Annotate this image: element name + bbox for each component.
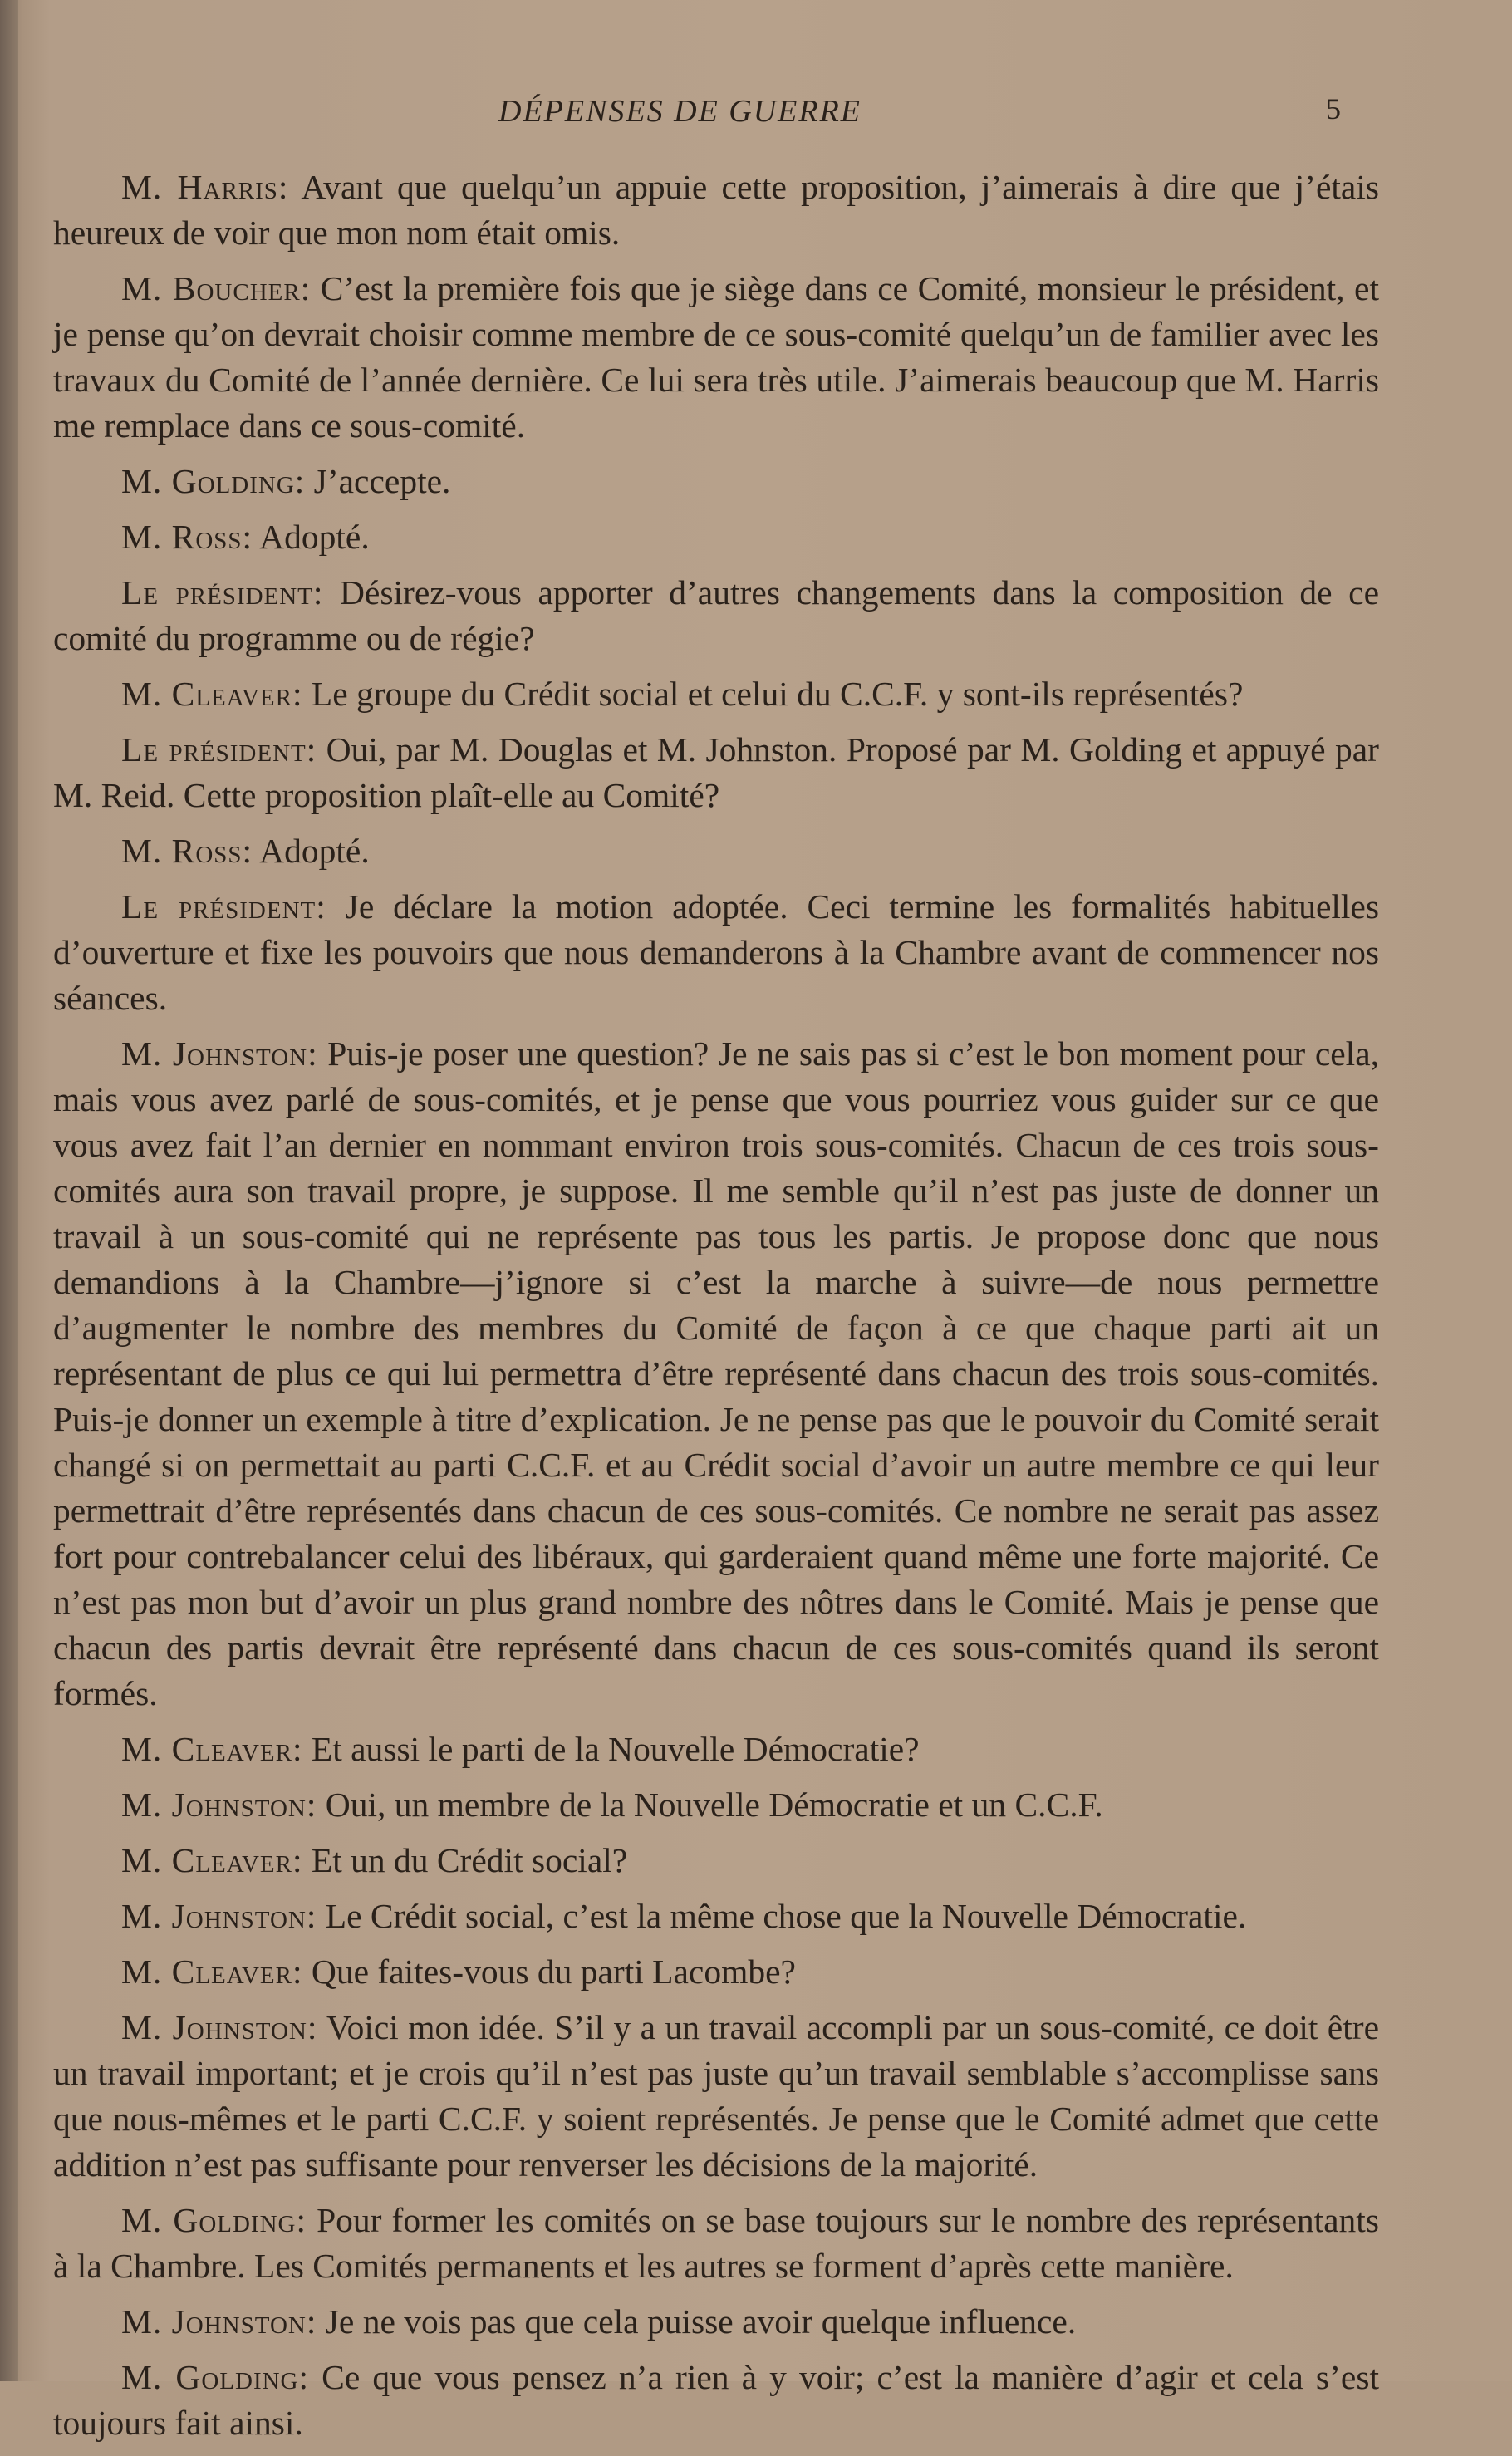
paragraph [53, 2005, 1379, 2188]
speaker-name: M. Golding: [121, 2358, 310, 2396]
paragraph [53, 1727, 1379, 1772]
speaker-name: M. Cleaver: [121, 675, 303, 713]
paragraph [53, 165, 1379, 256]
speaker-name: M. Boucher: [121, 269, 312, 307]
paragraph-text: Et aussi le parti de la Nouvelle Démocratie? [302, 1730, 920, 1768]
paragraph-text: Oui, par M. Douglas et M. Johnston. Proposé par M. Golding et appuyé par M. Reid. Cette proposition plaît-elle au Comité? [53, 730, 1379, 814]
speaker-name: M. Cleaver: [121, 1730, 303, 1768]
book-gutter [0, 0, 18, 2381]
paragraph [53, 727, 1379, 818]
speaker-name: M. Ross: [121, 832, 253, 870]
paragraph-text: Adopté. [253, 518, 370, 556]
speaker-name: Le président: [121, 573, 324, 612]
paragraph [53, 884, 1379, 1021]
speaker-name: M. Harris: [121, 168, 289, 206]
paragraph [53, 1838, 1379, 1884]
paragraph-text: Et un du Crédit social? [302, 1841, 628, 1879]
paragraph-text: Désirez-vous apporter d’autres changements dans la composition de ce comité du programme ou de régie? [53, 573, 1379, 657]
speaker-name: M. Johnston: [121, 1034, 318, 1073]
speaker-name: Le président: [121, 730, 317, 769]
paragraph-text: J’accepte. [305, 462, 451, 500]
paragraph-text: Oui, un membre de la Nouvelle Démocratie et un C.C.F. [317, 1786, 1103, 1824]
speaker-name: M. Johnston: [121, 2008, 318, 2046]
paragraph [53, 1894, 1379, 1939]
paragraph [53, 2299, 1379, 2345]
paragraph [53, 828, 1379, 874]
paragraph-text: Le Crédit social, c’est la même chose que la Nouvelle Démocratie. [317, 1897, 1247, 1935]
paragraph [53, 514, 1379, 560]
paragraph [53, 459, 1379, 504]
document-body [53, 165, 1379, 2456]
speaker-name: M. Johnston: [121, 1897, 317, 1935]
paragraph-text: Puis-je poser une question? Je ne sais pas si c’est le bon moment pour cela, mais vous avez parlé de sous-comités, et je pense que vous pourriez vous guider sur ce que vous avez fait l’an dernier en nommant environ trois sous-comités. Chacun de ces trois sous-comités aura son travail propre, je suppose. Il me semble qu’il n’est pas juste de donner un travail à un sous-comité qui ne représente pas tous les partis. Je propose donc que nous demandions à la Chambre—j’ignore si c’est la marche à suivre—de nous permettre d’augmenter le nombre des membres du Comité de façon à ce que chaque parti ait un représentant de plus ce qui lui permettra d’être représenté dans chacun des trois sous-comités. Puis-je donner un exemple à titre d’explication. Je ne pense pas que le pouvoir du Comité serait changé si on permettait au parti C.C.F. et au Crédit social d’avoir un autre membre ce qui leur permettrait d’être représentés dans chacun de ces sous-comités. Ce nombre ne serait pas assez fort pour contrebalancer celui des libéraux, qui garderaient quand même une forte majorité. Ce n’est pas mon but d’avoir un plus grand nombre des nôtres dans le Comité. Mais je pense que chacun des partis devrait être représenté dans chacun de ces sous-comités quand ils seront formés. [53, 1034, 1379, 1712]
paragraph-text: Le groupe du Crédit social et celui du C.C.F. y sont-ils représentés? [302, 675, 1244, 713]
paragraph-text: C’est la première fois que je siège dans ce Comité, monsieur le président, et je pense qu’on devrait choisir comme membre de ce sous-comité quelqu’un de familier avec les travaux du Comité de l’année dernière. Ce lui sera très utile. J’aimerais beaucoup que M. Harris me remplace dans ce sous-comité. [53, 269, 1379, 445]
paragraph [53, 671, 1379, 717]
paragraph [53, 2198, 1379, 2289]
speaker-name: M. Golding: [121, 2201, 307, 2239]
paragraph [53, 2355, 1379, 2446]
paragraph-text: Pour former les comités on se base toujours sur le nombre des représentants à la Chambre. Les Comités permanents et les autres se forment d’après cette manière. [53, 2201, 1379, 2285]
paragraph-text: Je déclare la motion adoptée. Ceci termine les formalités habituelles d’ouverture et fixe les pouvoirs que nous demanderons à la Chambre avant de commencer nos séances. [53, 887, 1379, 1017]
paragraph-text: Je ne vois pas que cela puisse avoir quelque influence. [317, 2302, 1077, 2341]
page-number: 5 [1326, 92, 1341, 125]
running-head: DÉPENSES DE GUERRE [498, 94, 862, 129]
paragraph [53, 1949, 1379, 1995]
paragraph-text: Voici mon idée. S’il y a un travail accompli par un sous-comité, ce doit être un travail important; et je crois qu’il n’est pas juste qu’un travail semblable s’accomplisse sans que nous-mêmes et le parti C.C.F. y soient représentés. Je pense que le Comité admet que cette addition n’est pas suffisante pour renverser les décisions de la majorité. [53, 2008, 1379, 2183]
paragraph [53, 570, 1379, 661]
paragraph-text: Ce que vous pensez n’a rien à y voir; c’est la manière d’agir et cela s’est toujours fait ainsi. [53, 2358, 1379, 2442]
paragraph-text: Que faites-vous du parti Lacombe? [302, 1953, 796, 1991]
speaker-name: Le président: [121, 887, 326, 926]
speaker-name: M. Johnston: [121, 2302, 317, 2341]
paragraph [53, 1031, 1379, 1717]
speaker-name: M. Johnston: [121, 1786, 317, 1824]
paragraph-text: Avant que quelqu’un appuie cette proposition, j’aimerais à dire que j’étais heureux de voir que mon nom était omis. [53, 168, 1379, 252]
paragraph [53, 266, 1379, 449]
speaker-name: M. Ross: [121, 518, 253, 556]
speaker-name: M. Cleaver: [121, 1841, 303, 1879]
speaker-name: M. Golding: [121, 462, 306, 500]
paragraph [53, 1782, 1379, 1828]
paragraph-text: Adopté. [253, 832, 370, 870]
speaker-name: M. Cleaver: [121, 1953, 303, 1991]
